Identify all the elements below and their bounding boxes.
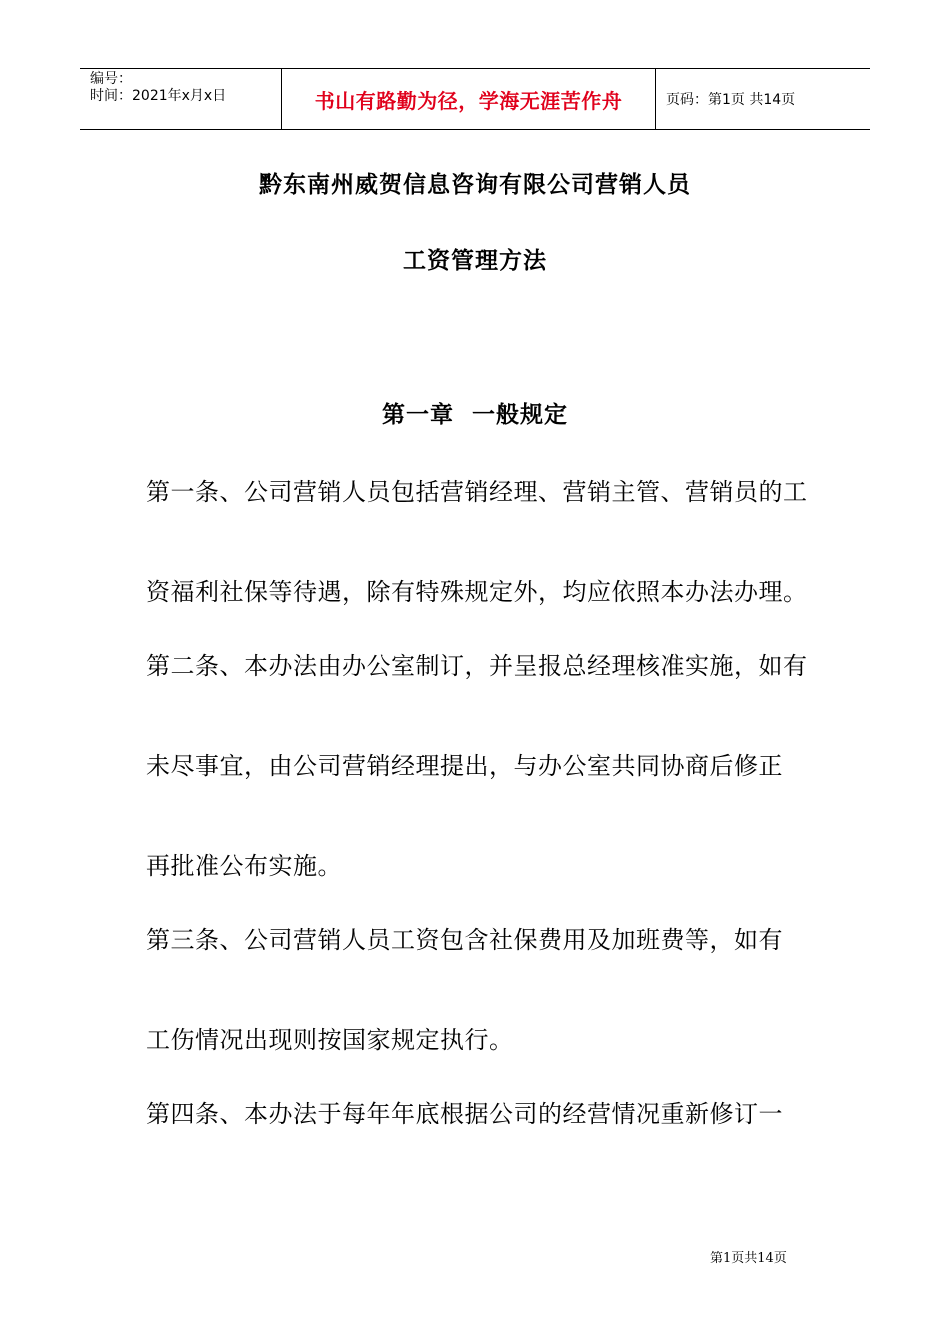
header-motto: 书山有路勤为径，学海无涯苦作舟 — [282, 69, 656, 129]
paragraph-line: 未尽事宜，由公司营销经理提出，与办公室共同协商后修正 — [146, 752, 783, 780]
paragraph-line: 第一条、公司营销人员包括营销经理、营销主管、营销员的工 — [146, 478, 808, 506]
paragraph-line: 资福利社保等待遇，除有特殊规定外，均应依照本办法办理。 — [146, 578, 808, 606]
paragraph-line: 第二条、本办法由办公室制订，并呈报总经理核准实施，如有 — [146, 652, 808, 680]
paragraph-line: 工伤情况出现则按国家规定执行。 — [146, 1026, 514, 1054]
document-time-label: 时间：2021年x月x日 — [90, 88, 227, 104]
document-number-label: 编号： — [90, 71, 132, 87]
chapter-heading: 第一章 一般规定 — [381, 402, 568, 428]
paragraph-line: 第四条、本办法于每年年底根据公司的经营情况重新修订一 — [146, 1100, 783, 1128]
footer-page-number: 第1页共14页 — [710, 1251, 787, 1266]
paragraph-line: 第三条、公司营销人员工资包含社保费用及加班费等，如有 — [146, 926, 783, 954]
header-page-info: 页码：第1页 共14页 — [666, 92, 796, 108]
paragraph-line: 再批准公布实施。 — [146, 852, 342, 880]
page-header — [80, 68, 870, 130]
header-meta-cell — [80, 69, 282, 129]
document-title-line-2: 工资管理方法 — [403, 248, 547, 274]
document-title-line-1: 黔东南州威贺信息咨询有限公司营销人员 — [259, 172, 691, 198]
